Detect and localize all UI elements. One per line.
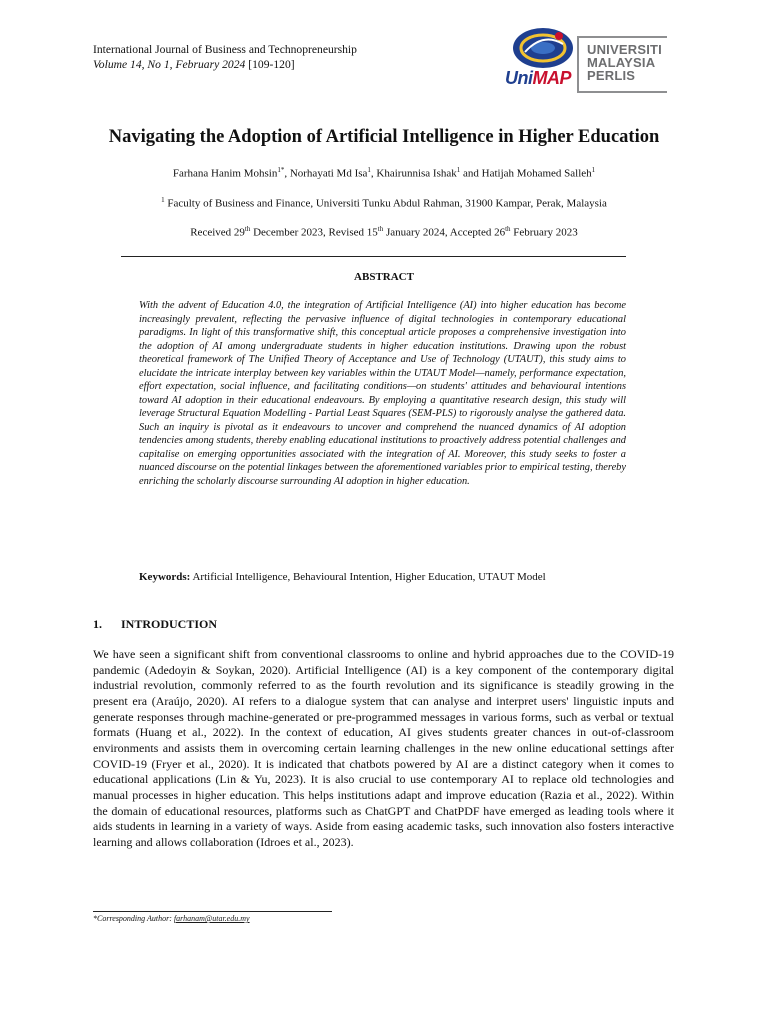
keywords-text: Artificial Intelligence, Behavioural Intention, Higher Education, UTAUT Model bbox=[192, 571, 546, 583]
paper-title: Navigating the Adoption of Artificial Intelligence in Higher Education bbox=[108, 127, 660, 147]
logo-rule-bottom bbox=[577, 91, 667, 93]
logo-divider bbox=[577, 36, 579, 93]
abstract-body: With the advent of Education 4.0, the integration of Artificial Intelligence (AI) into higher education has become increasingly prevalent, reflecting the pervasive influence of digital technologies in contemporary educational paradigms. In light of this transformative shift, this conceptual article proposes a comprehensive investigation into the adoption of AI among undergraduate students in higher education institutions. Drawing upon the robust theoretical framework of The Unified Theory of Acceptance and Use of Technology (UTAUT), this study aims to elucidate the intricate interplay between key variables within the UTAUT Model—namely, performance expectation, effort expectation, social influence, and facilitating conditions—on students' attitudes and behavioural intentions toward AI adoption in their educational endeavours. By employing a quantitative research design, this study will leverage Structural Equation Modelling - Partial Least Squares (SEM-PLS) to rigorously analyse the gathered data. Such an inquiry is pivotal as it endeavours to uncover and comprehend the nuanced dynamics of AI adoption tendencies among students, thereby enabling educational institutions to proactively address potential challenges and capitalise on emerging opportunities associated with the integration of AI. Moreover, this study seeks to foster a nuanced discourse on the potential linkages between the aforementioned variables prior to empirical testing, thereby enriching the scholarly discourse surrounding AI adoption in higher education. bbox=[139, 300, 626, 487]
author-list: Farhana Hanim Mohsin$^{1*}$, Norhayati Md Isa$^1$, Khairunnisa Ishak$^1$ and Hatijah Mohamed Salleh$^1$ bbox=[172, 166, 596, 180]
author-email-link[interactable]: farhanam@utar.edu.my bbox=[173, 914, 250, 923]
unimap-emblem-icon bbox=[507, 22, 579, 72]
section-heading bbox=[93, 617, 217, 632]
university-logo bbox=[505, 22, 670, 96]
corresponding-author-footnote: *Corresponding Author: farhanam@utar.edu.my bbox=[93, 914, 250, 923]
keywords bbox=[139, 571, 659, 583]
received-dates: Received 29th December 2023, Revised 15th January 2024, Accepted 26th February 2023 bbox=[190, 225, 578, 239]
abstract-heading: ABSTRACT bbox=[354, 271, 414, 283]
journal-name: International Journal of Business and Technopreneurship bbox=[93, 43, 357, 56]
section-title: INTRODUCTION bbox=[121, 617, 218, 631]
journal-volume: Volume 14, No 1, February 2024 bbox=[93, 58, 246, 71]
affiliation: $^1$ Faculty of Business and Finance, Universiti Tunku Abdul Rahman, 31900 Kampar, Perak, Malaysia bbox=[161, 196, 607, 210]
unimap-wordmark: UniMAP bbox=[505, 68, 571, 88]
journal-pages: [109-120] bbox=[248, 58, 295, 71]
logo-rule-top bbox=[577, 36, 667, 38]
journal-header bbox=[93, 42, 357, 72]
header-divider bbox=[121, 256, 626, 257]
section-number: 1. bbox=[93, 617, 102, 631]
logo-university-name: UNIVERSITI MALAYSIA PERLIS bbox=[587, 42, 662, 83]
keywords-label: Keywords: bbox=[139, 571, 191, 583]
introduction-body: We have seen a significant shift from conventional classrooms to online and hybrid approaches due to the COVID-19 pandemic (Adedoyin & Soykan, 2020). Artificial Intelligence (AI) is a key component of the contemporary digital industrial revolution, commonly referred to as the fourth revolution and its significance is steadily growing in the present era (Araújo, 2020). AI refers to a dialogue system that can analyse and interpret users' linguistic inputs and generate responses through machine-generated or pre-programmed messages in various forms, such as verbal or textual formats (Huang et al., 2022). In the context of education, AI gives students greater chances in out-of-classroom environments and assists them in overcoming certain learning challenges in the new online educational settings after COVID-19 (Fryer et al., 2020). It is indicated that chatbots powered by AI are a distinct category when it comes to educational applications (Lin & Yu, 2023). It is also crucial to use contemporary AI to replace old technologies and manual processes in higher education. This helps institutions adapt and improve education (Razia et al., 2022). Within the domain of educational resources, platforms such as ChatGPT and ChatPDF have emerged as leading tools where it aids students in learning in a variety of ways. Aside from easing academic tasks, such innovation also fosters interactive learning and allows collaboration (Idroes et al., 2023). bbox=[93, 647, 674, 849]
footnote-divider bbox=[93, 911, 332, 912]
journal-volume-line bbox=[93, 57, 357, 72]
